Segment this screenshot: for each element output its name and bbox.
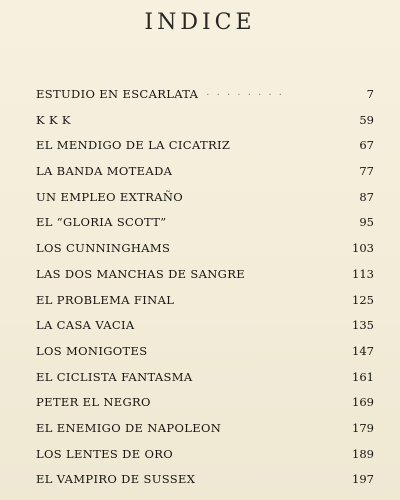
toc-entry	[36, 163, 180, 179]
toc-row	[36, 394, 374, 420]
toc-title: EL VAMPIRO DE SUSSEX	[36, 472, 196, 487]
toc-title: EL ENEMIGO DE NAPOLEON	[36, 420, 222, 435]
toc-entry	[36, 266, 253, 282]
toc-page-number: 161	[352, 369, 374, 384]
toc-row	[36, 420, 374, 446]
toc-page-number: 7	[366, 87, 374, 101]
toc-page-number: 147	[352, 343, 374, 358]
toc-title: LOS CUNNINGHAMS	[36, 241, 171, 256]
toc-entry	[36, 112, 79, 128]
toc-row	[36, 292, 374, 318]
toc-entry	[36, 189, 191, 205]
toc-row	[36, 112, 374, 138]
toc-entry	[36, 446, 181, 462]
toc-title: LA CASA VACIA	[36, 318, 135, 333]
toc-row	[36, 189, 374, 215]
toc-page-number: 197	[352, 472, 374, 487]
toc-entry	[36, 420, 229, 436]
toc-page-number: 87	[359, 189, 374, 204]
toc-title: LOS LENTES DE ORO	[36, 446, 174, 461]
toc-entry	[36, 292, 182, 308]
toc-page-number: 95	[359, 215, 374, 230]
toc-page-number: 113	[352, 266, 374, 281]
toc-title: LA BANDA MOTEADA	[36, 164, 173, 179]
toc-row	[36, 471, 374, 497]
toc-page-number: 77	[359, 164, 374, 179]
toc-row	[36, 214, 374, 240]
toc-page-number: 179	[352, 420, 374, 435]
toc-row	[36, 137, 374, 163]
toc-page-number: 59	[359, 112, 374, 127]
toc-title: EL CICLISTA FANTASMA	[36, 369, 193, 384]
toc-entry	[36, 471, 203, 487]
toc-entry	[36, 137, 238, 153]
toc-row	[36, 446, 374, 472]
page-title: INDICE	[144, 10, 256, 35]
toc-row	[36, 343, 374, 369]
toc-entry	[36, 240, 178, 256]
toc-page-number: 103	[352, 241, 374, 256]
toc-title: LAS DOS MANCHAS DE SANGRE	[36, 266, 245, 281]
toc-title: EL PROBLEMA FINAL	[36, 292, 175, 307]
toc-title: EL MENDIGO DE LA CICATRIZ	[36, 138, 231, 153]
toc-row	[36, 266, 374, 292]
toc-title: K K K	[36, 112, 71, 127]
toc-entry	[36, 343, 156, 359]
toc-page-number: 135	[352, 318, 374, 333]
toc-entry	[36, 86, 284, 104]
toc-row	[36, 163, 374, 189]
toc-page-number: 125	[352, 292, 374, 307]
toc-entry	[36, 214, 174, 230]
toc-page-number: 67	[359, 138, 374, 153]
toc-title: ESTUDIO EN ESCARLATA	[36, 87, 199, 101]
toc-title: PETER EL NEGRO	[36, 395, 151, 410]
toc-row	[36, 240, 374, 266]
toc-row	[36, 369, 374, 395]
toc-page-number: 189	[352, 446, 374, 461]
toc-title: UN EMPLEO EXTRAÑO	[36, 189, 184, 204]
toc-entry	[36, 317, 143, 333]
toc-title: LOS MONIGOTES	[36, 343, 148, 358]
toc-entry	[36, 369, 201, 385]
toc-page-number: 169	[352, 395, 374, 410]
toc-entry	[36, 394, 159, 410]
dot-leader: · · · · · · · ·	[206, 90, 284, 101]
toc-row	[36, 317, 374, 343]
toc-title: EL “GLORIA SCOTT”	[36, 215, 167, 230]
toc-row	[36, 86, 374, 112]
table-of-contents	[36, 86, 374, 497]
